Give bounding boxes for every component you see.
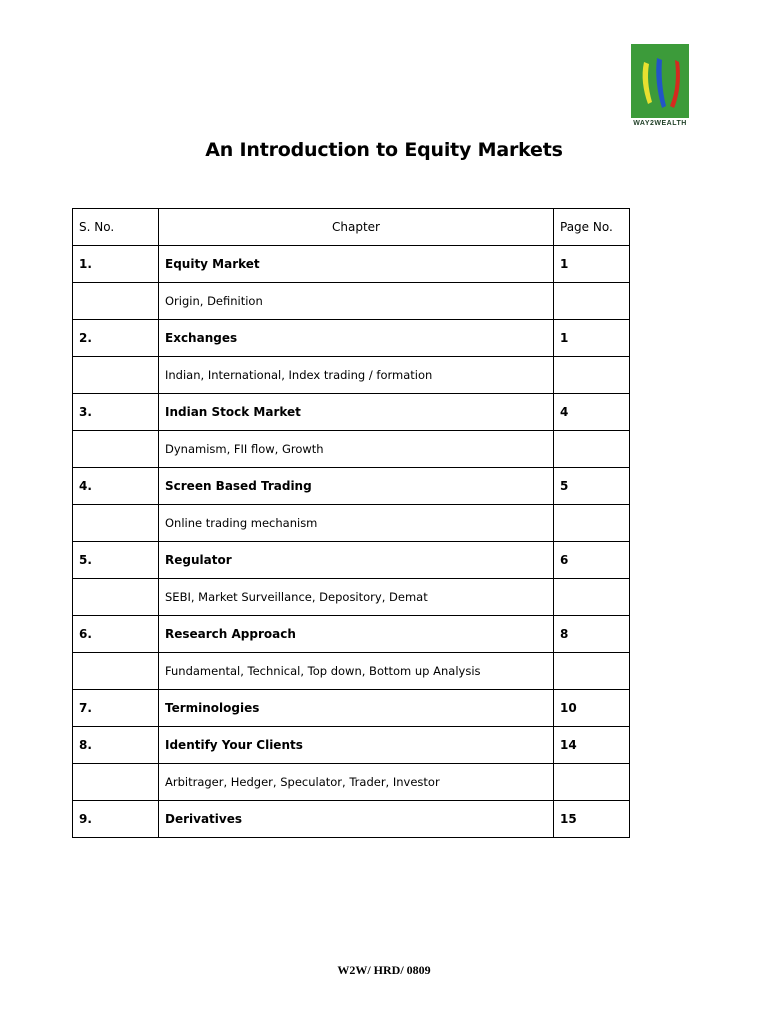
page-title: An Introduction to Equity Markets [205, 139, 563, 161]
table-row [73, 542, 630, 579]
cell-sno: 9. [73, 801, 159, 838]
cell-page: 8 [554, 616, 630, 653]
cell-page: 1 [554, 320, 630, 357]
table-row [73, 579, 630, 616]
cell-chapter: Fundamental, Technical, Top down, Bottom up Analysis [159, 653, 554, 690]
cell-sno: 7. [73, 690, 159, 727]
table-row [73, 394, 630, 431]
cell-page [554, 357, 630, 394]
cell-page [554, 579, 630, 616]
cell-chapter: Indian, International, Index trading / formation [159, 357, 554, 394]
cell-sno [73, 764, 159, 801]
table-row [73, 357, 630, 394]
table-body [73, 246, 630, 838]
cell-page: 15 [554, 801, 630, 838]
cell-sno [73, 579, 159, 616]
cell-chapter: Arbitrager, Hedger, Speculator, Trader, Investor [159, 764, 554, 801]
table-row [73, 690, 630, 727]
cell-chapter: Screen Based Trading [159, 468, 554, 505]
cell-page [554, 505, 630, 542]
table-header-row [73, 209, 630, 246]
header-sno: S. No. [73, 209, 159, 246]
document-code: W2W/ HRD/ 0809 [337, 963, 431, 977]
cell-sno: 4. [73, 468, 159, 505]
cell-chapter: Research Approach [159, 616, 554, 653]
table-row [73, 727, 630, 764]
cell-chapter: Dynamism, FII flow, Growth [159, 431, 554, 468]
cell-page [554, 653, 630, 690]
cell-page: 6 [554, 542, 630, 579]
table-row [73, 320, 630, 357]
cell-chapter: Exchanges [159, 320, 554, 357]
header-chapter: Chapter [159, 209, 554, 246]
table-row [73, 246, 630, 283]
table-row [73, 505, 630, 542]
cell-page: 1 [554, 246, 630, 283]
cell-chapter: SEBI, Market Surveillance, Depository, Demat [159, 579, 554, 616]
table-row [73, 616, 630, 653]
cell-chapter: Origin, Definition [159, 283, 554, 320]
cell-sno [73, 505, 159, 542]
cell-sno: 6. [73, 616, 159, 653]
cell-page [554, 283, 630, 320]
cell-sno [73, 357, 159, 394]
cell-sno: 2. [73, 320, 159, 357]
cell-sno [73, 283, 159, 320]
cell-page: 14 [554, 727, 630, 764]
cell-sno: 8. [73, 727, 159, 764]
table-row [73, 468, 630, 505]
cell-page: 4 [554, 394, 630, 431]
cell-chapter: Equity Market [159, 246, 554, 283]
cell-page: 10 [554, 690, 630, 727]
cell-chapter: Online trading mechanism [159, 505, 554, 542]
cell-page [554, 431, 630, 468]
cell-sno [73, 653, 159, 690]
cell-page [554, 764, 630, 801]
table-row [73, 801, 630, 838]
table-row [73, 764, 630, 801]
cell-chapter: Indian Stock Market [159, 394, 554, 431]
table-row [73, 653, 630, 690]
cell-page: 5 [554, 468, 630, 505]
cell-sno: 1. [73, 246, 159, 283]
cell-sno [73, 431, 159, 468]
cell-sno: 5. [73, 542, 159, 579]
cell-chapter: Regulator [159, 542, 554, 579]
way2wealth-logo [631, 44, 689, 130]
cell-chapter: Identify Your Clients [159, 727, 554, 764]
cell-chapter: Terminologies [159, 690, 554, 727]
logo-mark-icon [631, 44, 689, 118]
table-row [73, 431, 630, 468]
cell-sno: 3. [73, 394, 159, 431]
contents-table [72, 208, 630, 838]
logo-text: WAY2WEALTH [633, 120, 687, 127]
cell-chapter: Derivatives [159, 801, 554, 838]
header-page: Page No. [554, 209, 630, 246]
table-row [73, 283, 630, 320]
